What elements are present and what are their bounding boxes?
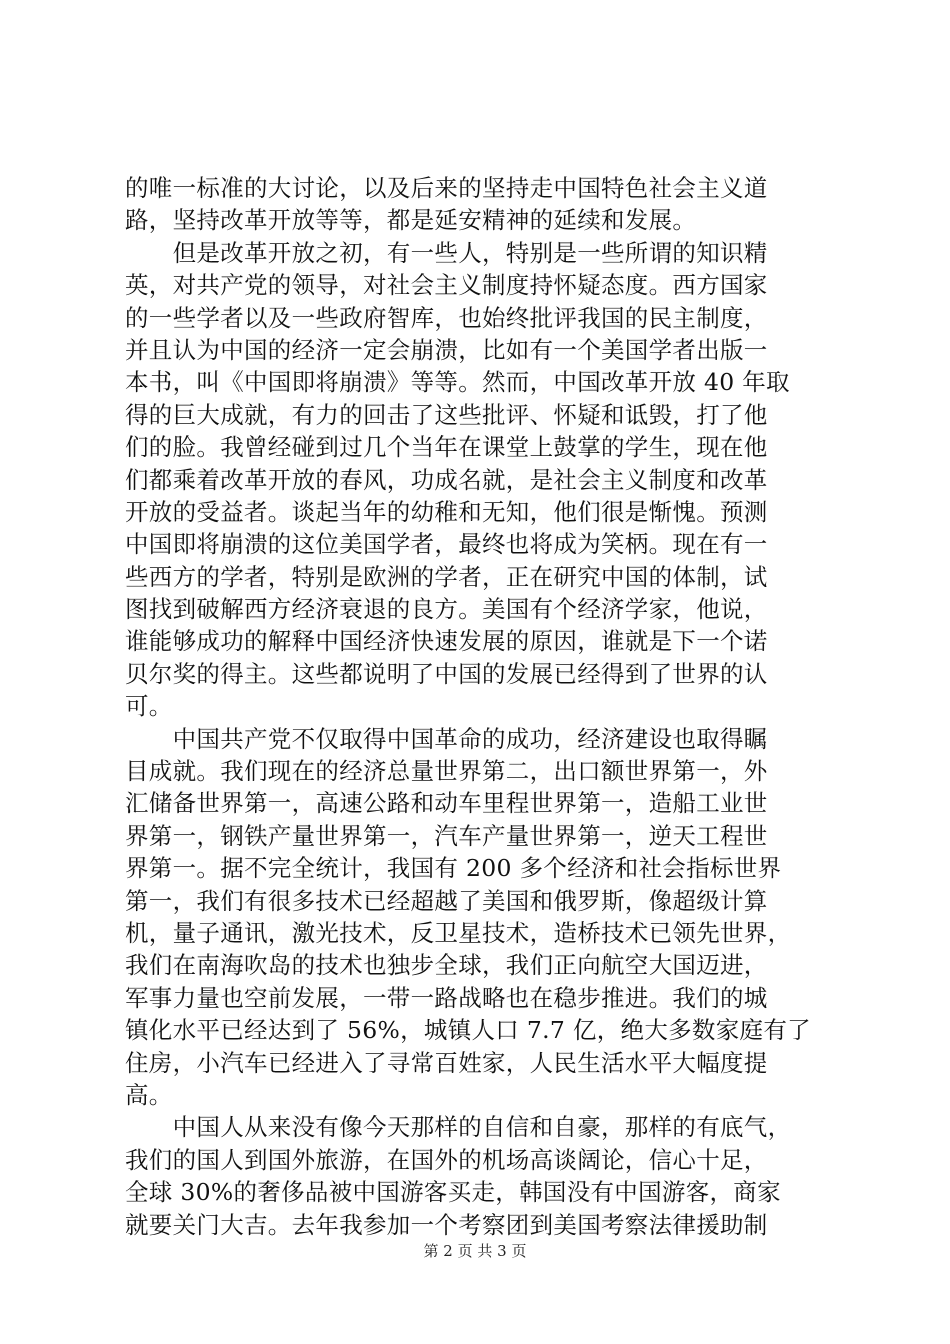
text-line: 镇化水平已经达到了 56%，城镇人口 7.7 亿，绝大多数家庭有了 bbox=[125, 1016, 811, 1045]
text-line: 就要关门大吉。去年我参加一个考察团到美国考察法律援助制 bbox=[125, 1210, 768, 1239]
text-line: 开放的受益者。谈起当年的幼稚和无知，他们很是惭愧。预测 bbox=[125, 497, 768, 526]
text-line: 界第一。据不完全统计，我国有 200 多个经济和社会指标世界 bbox=[125, 854, 782, 883]
text-line: 中国共产党不仅取得中国革命的成功，经济建设也取得瞩 bbox=[125, 724, 768, 753]
text-line: 并且认为中国的经济一定会崩溃，比如有一个美国学者出版一 bbox=[125, 335, 768, 364]
text-line: 们都乘着改革开放的春风，功成名就，是社会主义制度和改革 bbox=[125, 465, 768, 494]
text-line: 路，坚持改革开放等等，都是延安精神的延续和发展。 bbox=[125, 206, 697, 235]
text-line: 贝尔奖的得主。这些都说明了中国的发展已经得到了世界的认 bbox=[125, 659, 768, 688]
text-line: 汇储备世界第一，高速公路和动车里程世界第一，造船工业世 bbox=[125, 789, 768, 818]
text-line: 谁能够成功的解释中国经济快速发展的原因，谁就是下一个诺 bbox=[125, 627, 768, 656]
body-text bbox=[125, 172, 835, 1241]
text-line: 机，量子通讯，激光技术，反卫星技术，造桥技术已领先世界， bbox=[125, 918, 792, 947]
text-line: 可。 bbox=[125, 692, 173, 721]
page-footer: 第 2 页 共 3 页 bbox=[423, 1242, 527, 1260]
text-line: 些西方的学者，特别是欧洲的学者，正在研究中国的体制，试 bbox=[125, 562, 768, 591]
text-line: 目成就。我们现在的经济总量世界第二，出口额世界第一，外 bbox=[125, 757, 768, 786]
text-line: 但是改革开放之初，有一些人，特别是一些所谓的知识精 bbox=[125, 238, 768, 267]
text-line: 我们在南海吹岛的技术也独步全球，我们正向航空大国迈进， bbox=[125, 951, 768, 980]
text-line: 军事力量也空前发展，一带一路战略也在稳步推进。我们的城 bbox=[125, 983, 768, 1012]
text-line: 我们的国人到国外旅游，在国外的机场高谈阔论，信心十足， bbox=[125, 1145, 768, 1174]
text-line: 第一，我们有很多技术已经超越了美国和俄罗斯，像超级计算 bbox=[125, 886, 768, 915]
text-line: 英，对共产党的领导，对社会主义制度持怀疑态度。西方国家 bbox=[125, 271, 768, 300]
text-line: 图找到破解西方经济衰退的良方。美国有个经济学家，他说， bbox=[125, 595, 768, 624]
text-line: 中国即将崩溃的这位美国学者，最终也将成为笑柄。现在有一 bbox=[125, 530, 768, 559]
text-line: 全球 30%的奢侈品被中国游客买走，韩国没有中国游客，商家 bbox=[125, 1178, 781, 1207]
text-line: 本书，叫《中国即将崩溃》等等。然而，中国改革开放 40 年取 bbox=[125, 368, 790, 397]
text-line: 们的脸。我曾经碰到过几个当年在课堂上鼓掌的学生，现在他 bbox=[125, 433, 768, 462]
text-line: 高。 bbox=[125, 1080, 173, 1109]
text-line: 得的巨大成就，有力的回击了这些批评、怀疑和诋毁，打了他 bbox=[125, 400, 768, 429]
text-line: 的唯一标准的大讨论，以及后来的坚持走中国特色社会主义道 bbox=[125, 174, 768, 202]
text-line: 住房，小汽车已经进入了寻常百姓家，人民生活水平大幅度提 bbox=[125, 1048, 768, 1077]
text-line: 中国人从来没有像今天那样的自信和自豪，那样的有底气， bbox=[125, 1113, 792, 1142]
text-line: 的一些学者以及一些政府智库，也始终批评我国的民主制度， bbox=[125, 303, 768, 332]
text-line: 界第一，钢铁产量世界第一，汽车产量世界第一，逆天工程世 bbox=[125, 821, 768, 850]
